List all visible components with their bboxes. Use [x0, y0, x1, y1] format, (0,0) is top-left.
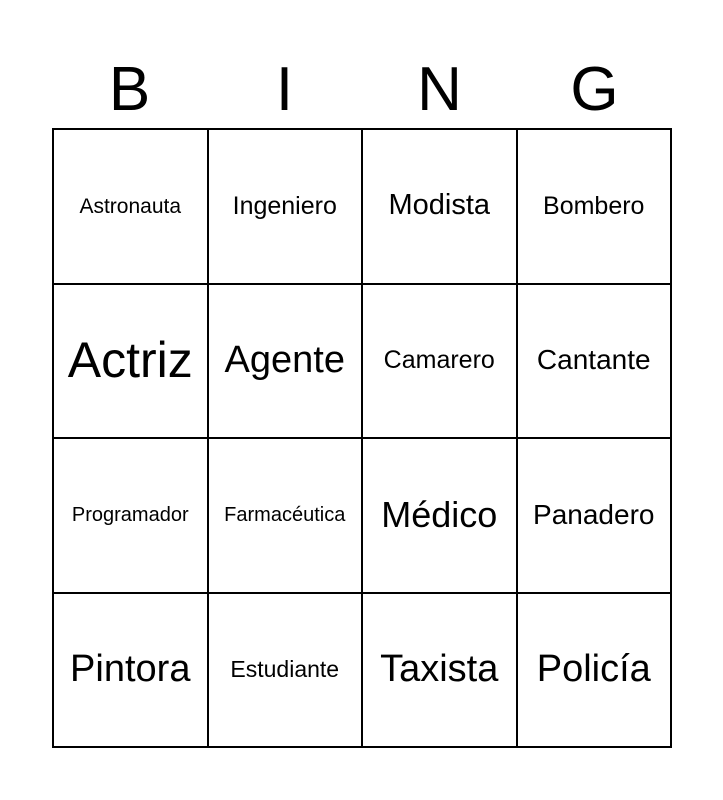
cell-label: Médico [381, 494, 498, 536]
cell-label: Modista [388, 189, 491, 222]
bingo-cell[interactable] [518, 130, 673, 285]
header-letter-i: I [275, 55, 294, 124]
cell-label: Ingeniero [232, 191, 337, 220]
bingo-cell[interactable] [54, 439, 209, 594]
bingo-cell[interactable] [518, 439, 673, 594]
cell-label: Actriz [67, 332, 193, 389]
cell-label: Camarero [383, 346, 495, 374]
bingo-cell[interactable] [54, 594, 209, 749]
bingo-cell[interactable] [54, 285, 209, 440]
bingo-cell[interactable] [363, 439, 518, 594]
header-letter-b: B [108, 55, 151, 124]
header-letter-n: N [417, 55, 462, 124]
bingo-cell[interactable] [518, 594, 673, 749]
cell-label: Astronauta [79, 194, 182, 218]
cell-label: Farmacéutica [224, 504, 346, 527]
header-letter-g: G [570, 55, 619, 124]
bingo-cell[interactable] [209, 130, 364, 285]
bingo-cell[interactable] [209, 594, 364, 749]
cell-label: Cantante [536, 344, 651, 376]
cell-label: Taxista [380, 647, 499, 690]
bingo-cell[interactable] [363, 594, 518, 749]
bingo-cell[interactable] [363, 130, 518, 285]
bingo-cell[interactable] [518, 285, 673, 440]
bingo-cell[interactable] [209, 285, 364, 440]
bingo-header [52, 52, 672, 128]
cell-label: Estudiante [230, 656, 340, 683]
bingo-cell[interactable] [363, 285, 518, 440]
cell-label: Panadero [533, 498, 655, 530]
cell-label: Bombero [543, 191, 645, 220]
bingo-cell[interactable] [54, 130, 209, 285]
cell-label: Agente [224, 338, 345, 381]
cell-label: Policía [536, 647, 651, 690]
bingo-board [52, 128, 672, 748]
cell-label: Programador [71, 504, 189, 527]
cell-label: Pintora [70, 647, 191, 690]
bingo-cell[interactable] [209, 439, 364, 594]
